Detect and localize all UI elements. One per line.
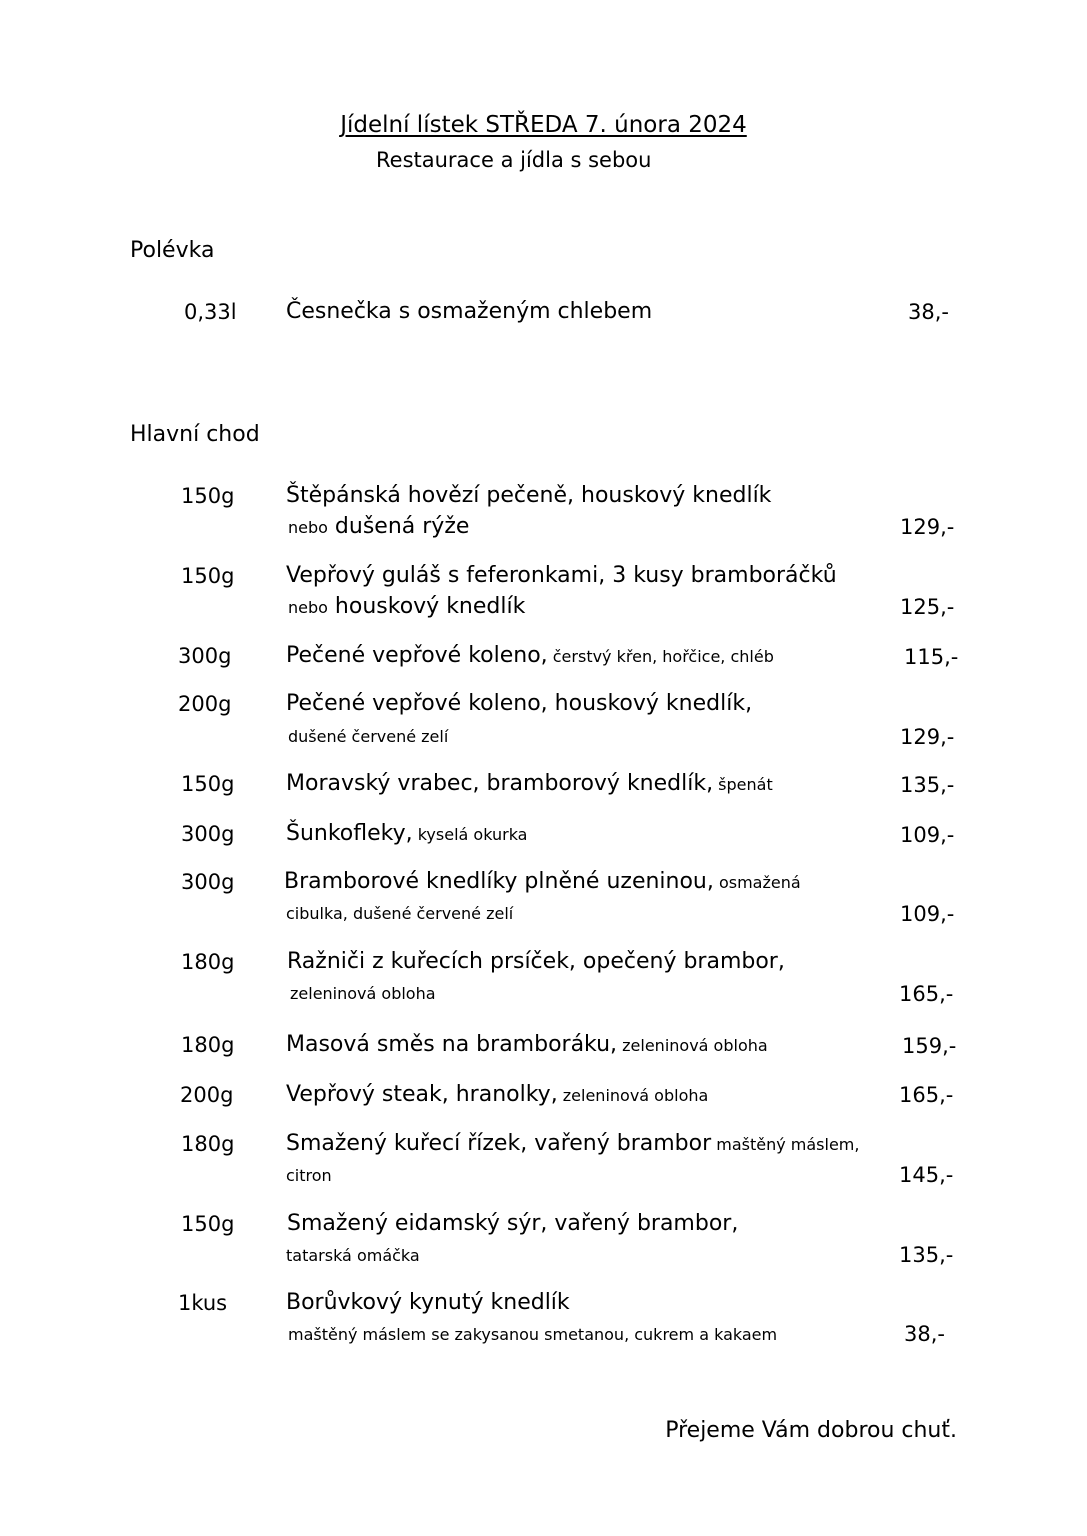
main-item-name: Smažený eidamský sýr, vařený brambor, xyxy=(287,1211,739,1236)
main-item-name: Štěpánská hovězí pečeně, houskový knedlík xyxy=(286,483,772,508)
main-item-line2-text: dušená rýže xyxy=(327,514,470,539)
main-item-qty: 150g xyxy=(181,772,235,796)
main-item-qty: 300g xyxy=(181,822,235,846)
section-heading-main: Hlavní chod xyxy=(130,422,260,447)
main-item-qty: 150g xyxy=(181,1212,235,1236)
main-item-qty: 200g xyxy=(178,692,232,716)
main-item-extra: zeleninová obloha xyxy=(557,1086,709,1105)
main-item-price: 125,- xyxy=(900,595,955,619)
main-item-extra: čerstvý křen, hořčice, chléb xyxy=(547,647,774,666)
main-item-line2-text: houskový knedlík xyxy=(327,594,526,619)
menu-subtitle: Restaurace a jídla s sebou xyxy=(376,148,652,172)
main-item-price: 165,- xyxy=(899,982,954,1006)
main-item-price: 159,- xyxy=(902,1034,957,1058)
main-item-line2: citron xyxy=(286,1166,332,1185)
main-item-name-line xyxy=(286,643,774,668)
main-item-price: 135,- xyxy=(899,1243,954,1267)
main-item-name-line xyxy=(286,821,527,846)
main-item-price: 38,- xyxy=(904,1322,945,1346)
main-item-name: Moravský vrabec, bramborový knedlík, xyxy=(286,771,714,796)
main-item-price: 115,- xyxy=(904,645,959,669)
main-item-line2: cibulka, dušené červené zelí xyxy=(286,904,514,923)
main-item-price: 145,- xyxy=(899,1163,954,1187)
main-item-qty: 300g xyxy=(178,644,232,668)
main-item-price: 109,- xyxy=(900,902,955,926)
menu-title: Jídelní lístek STŘEDA 7. února 2024 xyxy=(340,112,747,138)
main-item-name: Borůvkový kynutý knedlík xyxy=(286,1290,570,1315)
main-item-line2-prefix: nebo xyxy=(288,518,328,537)
main-item-qty: 180g xyxy=(181,1033,235,1057)
main-item-qty: 180g xyxy=(181,950,235,974)
main-item-price: 129,- xyxy=(900,725,955,749)
section-heading-soup: Polévka xyxy=(130,238,215,263)
main-item-extra: zeleninová obloha xyxy=(617,1036,768,1055)
main-item-line2: zeleninová obloha xyxy=(290,984,436,1003)
main-item-name-line xyxy=(284,869,801,894)
main-item-name: Šunkofleky, xyxy=(286,821,413,846)
main-item-qty: 300g xyxy=(181,870,235,894)
main-item-name-line xyxy=(286,1082,708,1107)
main-item-name: Bramborové knedlíky plněné uzeninou, xyxy=(284,869,714,894)
main-item-name: Vepřový steak, hranolky, xyxy=(286,1082,558,1107)
main-item-price: 135,- xyxy=(900,773,955,797)
main-item-name: Pečené vepřové koleno, houskový knedlík, xyxy=(286,691,753,716)
main-item-extra: maštěný máslem, xyxy=(711,1135,860,1154)
main-item-name-line xyxy=(286,1032,768,1057)
main-item-name: Vepřový guláš s feferonkami, 3 kusy bramboráčků xyxy=(286,563,837,588)
main-item-line2: tatarská omáčka xyxy=(286,1246,420,1265)
main-item-extra: špenát xyxy=(713,775,773,794)
main-item-line2: maštěný máslem se zakysanou smetanou, cukrem a kakaem xyxy=(288,1325,778,1344)
soup-item-price: 38,- xyxy=(908,300,949,324)
main-item-price: 109,- xyxy=(900,823,955,847)
main-item-line2: dušené červené zelí xyxy=(288,727,449,746)
main-item-price: 165,- xyxy=(899,1083,954,1107)
main-item-name: Smažený kuřecí řízek, vařený brambor xyxy=(286,1131,712,1156)
main-item-extra: kyselá okurka xyxy=(412,825,528,844)
main-item-extra: osmažená xyxy=(713,873,801,892)
main-item-qty: 1kus xyxy=(178,1291,228,1315)
main-item-line2 xyxy=(288,514,469,539)
main-item-name-line xyxy=(286,771,773,796)
main-item-qty: 180g xyxy=(181,1132,235,1156)
main-item-name: Ražniči z kuřecích prsíček, opečený brambor, xyxy=(287,949,785,974)
soup-item-name: Česnečka s osmaženým chlebem xyxy=(286,299,653,324)
main-item-qty: 150g xyxy=(181,564,235,588)
main-item-name-line xyxy=(286,1131,859,1156)
main-item-name: Masová směs na bramboráku, xyxy=(286,1032,618,1057)
main-item-price: 129,- xyxy=(900,515,955,539)
main-item-name: Pečené vepřové koleno, xyxy=(286,643,548,668)
main-item-line2-prefix: nebo xyxy=(288,598,328,617)
soup-item-qty: 0,33l xyxy=(184,300,237,324)
main-item-qty: 150g xyxy=(181,484,235,508)
main-item-line2 xyxy=(288,594,525,619)
main-item-qty: 200g xyxy=(180,1083,234,1107)
footer-greeting: Přejeme Vám dobrou chuť. xyxy=(665,1418,957,1443)
